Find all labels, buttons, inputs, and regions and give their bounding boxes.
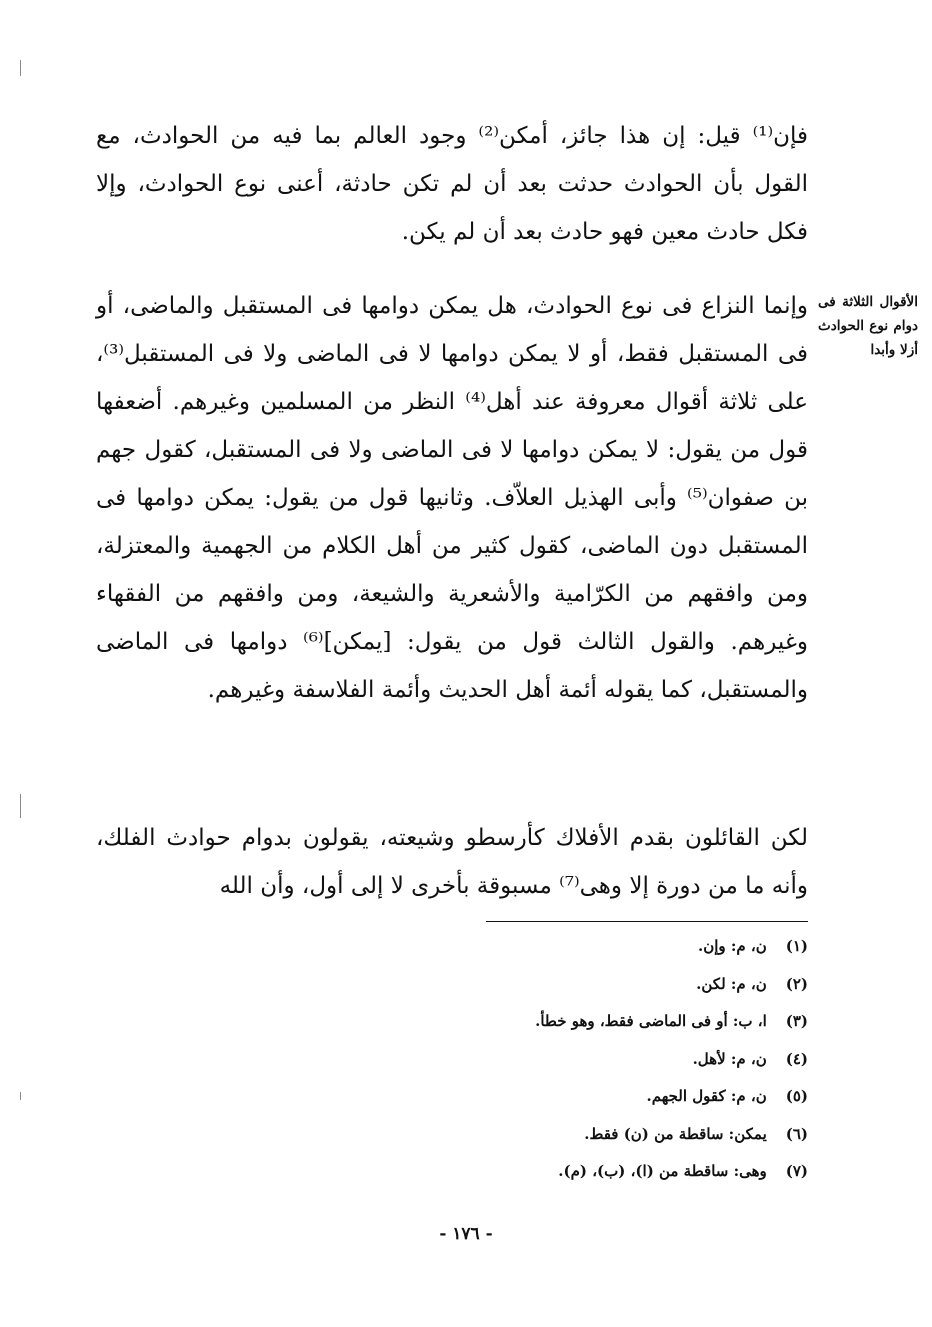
footnote-text: ن، م: كقول الجهم. bbox=[646, 1087, 767, 1105]
page-number: - ١٧٦ - bbox=[439, 1224, 493, 1244]
paragraph-1: فإن⁽¹⁾ قيل: إن هذا جائز، أمكن⁽²⁾ وجود العالم بما فيه من الحوادث، مع القول بأن الحوادث حدثت بعد أن لم تكن حادثة، أعنى نوع الحوادث، وإلا فكل حادث معين فهو حادث بعد أن لم يكن. bbox=[96, 123, 808, 245]
footnote-number: (٤) bbox=[785, 1049, 808, 1068]
margin-note: الأقوال الثلاثة فى دوام نوع الحوادث أزلا وأبدا bbox=[818, 294, 918, 358]
footnote-text: وهى: ساقطة من (ا)، (ب)، (م). bbox=[558, 1162, 767, 1180]
footnote-text: ا، ب: أو فى الماضى فقط، وهو خطأ. bbox=[535, 1012, 767, 1030]
footnote-text: ن، م: لكن. bbox=[696, 974, 767, 993]
footnote-number: (٦) bbox=[785, 1124, 808, 1143]
footnote-text: يمكن: ساقطة من (ن) فقط. bbox=[584, 1124, 767, 1143]
scan-artifact-line bbox=[20, 60, 21, 76]
footnote-item bbox=[300, 1041, 808, 1079]
footnote-item bbox=[300, 1078, 808, 1116]
scan-artifact-line bbox=[20, 1092, 21, 1100]
footnote-text: ن، م: لأهل. bbox=[692, 1049, 767, 1068]
footnote-item bbox=[300, 1116, 808, 1154]
footnote-item bbox=[300, 1003, 808, 1041]
footnote-text: ن، م: وإن. bbox=[697, 937, 767, 955]
footnote-item bbox=[300, 928, 808, 966]
paragraph-3: لكن القائلون بقدم الأفلاك كأرسطو وشيعته، يقولون بدوام حوادث الفلك، وأنه ما من دورة إلا وهى⁽⁷⁾ مسبوقة بأخرى لا إلى أول، وأن الله bbox=[96, 825, 808, 899]
footnote-number: (٥) bbox=[785, 1087, 808, 1105]
footnote-separator bbox=[486, 921, 808, 922]
footnote-number: (٣) bbox=[785, 1012, 808, 1030]
footnote-number: (٧) bbox=[785, 1162, 808, 1180]
scan-artifact-line bbox=[20, 794, 21, 818]
footnote-item bbox=[300, 1153, 808, 1191]
footnote-number: (٢) bbox=[785, 974, 808, 993]
footnote-item bbox=[300, 966, 808, 1004]
footnotes bbox=[300, 928, 808, 1191]
footnote-number: (١) bbox=[785, 937, 808, 955]
paragraph-2: وإنما النزاع فى نوع الحوادث، هل يمكن دوامها فى المستقبل والماضى، أو فى المستقبل فقط، أو لا يمكن دوامها لا فى الماضى ولا فى المستقبل⁽³⁾، على ثلاثة أقوال معروفة عند أهل⁽⁴⁾ النظر من المسلمين وغيرهم. أضعفها قول من يقول: لا يمكن دوامها لا فى الماضى ولا فى المستقبل، كقول جهم بن صفوان⁽⁵⁾ وأبى الهذيل العلاّف. وثانيها قول من يقول: يمكن دوامها فى المستقبل دون الماضى، كقول كثير من أهل الكلام من الجهمية والمعتزلة، ومن وافقهم من الكرّامية والأشعرية والشيعة، ومن وافقهم من الفقهاء وغيرهم. والقول الثالث قول من يقول: [يمكن]⁽⁶⁾ دوامها فى الماضى والمستقبل، كما يقوله أئمة أهل الحديث وأئمة الفلاسفة وغيرهم. bbox=[96, 293, 809, 703]
